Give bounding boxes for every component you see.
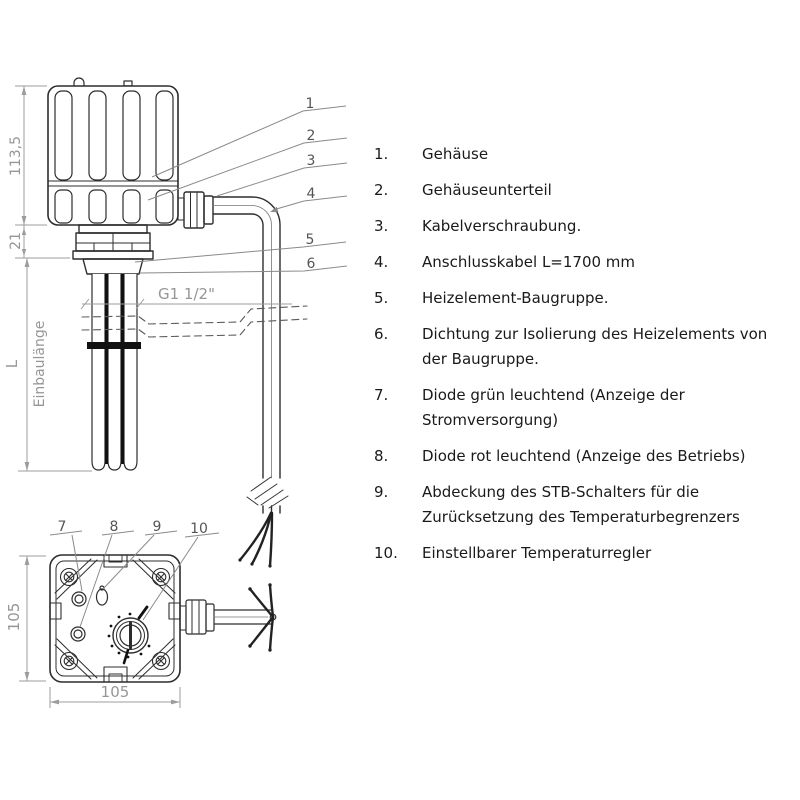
parts-list (374, 142, 776, 577)
part-number: 3. (374, 217, 389, 235)
callout-5: 5 (305, 232, 315, 248)
heating-rods (87, 274, 141, 470)
list-item (374, 541, 776, 566)
dim-housing-height: 113,5 (8, 135, 24, 177)
cable-gland-side (178, 192, 213, 228)
list-item (374, 444, 776, 469)
part-number: 10. (374, 544, 398, 562)
list-item (374, 214, 776, 239)
front-view-drawing (50, 555, 276, 682)
connection-cable-side (213, 197, 280, 513)
list-item (374, 142, 776, 167)
part-number: 5. (374, 289, 389, 307)
part-label: Kabelverschraubung. (422, 217, 582, 235)
list-item (374, 383, 776, 433)
flange (73, 251, 153, 259)
part-label: Dichtung zur Isolierung des Heizelements von der Baugruppe. (422, 325, 768, 368)
dim-box-height: 105 (5, 602, 23, 632)
part-label: Gehäuseunterteil (422, 181, 552, 199)
seal-gasket (83, 259, 143, 274)
part-number: 4. (374, 253, 389, 271)
callout-1: 1 (305, 96, 315, 112)
callout-3: 3 (306, 153, 316, 169)
part-label: Diode rot leuchtend (Anzeige des Betriebs) (422, 447, 746, 465)
dim-length-l: L (3, 359, 21, 369)
installation-length-label: Einbaulänge (32, 320, 48, 408)
callout-10: 10 (190, 521, 208, 537)
list-item (374, 480, 776, 530)
list-item (374, 286, 776, 311)
part-number: 6. (374, 325, 389, 343)
list-item (374, 178, 776, 203)
part-label: Heizelement-Baugruppe. (422, 289, 609, 307)
list-item (374, 322, 776, 372)
housing-outline (48, 78, 178, 225)
callout-4: 4 (306, 186, 316, 202)
side-view-drawing (48, 78, 307, 568)
rod-spacer (87, 342, 141, 349)
stripped-wires-side (238, 513, 272, 568)
part-label: Anschlusskabel L=1700 mm (422, 253, 636, 271)
thread-size-label: G1 1/2" (158, 285, 215, 303)
enclosure-box (50, 555, 180, 682)
part-number: 7. (374, 386, 389, 404)
cable-break-symbol (247, 477, 288, 508)
stripped-wires-front (248, 583, 273, 651)
part-number: 8. (374, 447, 389, 465)
thread-assembly (73, 225, 153, 274)
dim-neck-height: 21 (8, 232, 24, 250)
part-label: Gehäuse (422, 145, 489, 163)
callout-8: 8 (109, 519, 119, 535)
connection-cable-front (214, 610, 276, 624)
part-number: 1. (374, 145, 389, 163)
part-number: 2. (374, 181, 389, 199)
part-label: Diode grün leuchtend (Anzeige der Stromversorgung) (422, 386, 685, 429)
callout-7: 7 (57, 519, 67, 535)
part-label: Abdeckung des STB-Schalters für die Zurücksetzung des Temperaturbegrenzers (422, 483, 740, 526)
callout-6: 6 (306, 256, 316, 272)
callout-9: 9 (152, 519, 162, 535)
part-label: Einstellbarer Temperaturregler (422, 544, 652, 562)
cable-gland-front (180, 600, 214, 634)
callout-2: 2 (306, 128, 316, 144)
dim-box-width: 105 (100, 683, 130, 701)
list-item (374, 250, 776, 275)
part-number: 9. (374, 483, 389, 501)
